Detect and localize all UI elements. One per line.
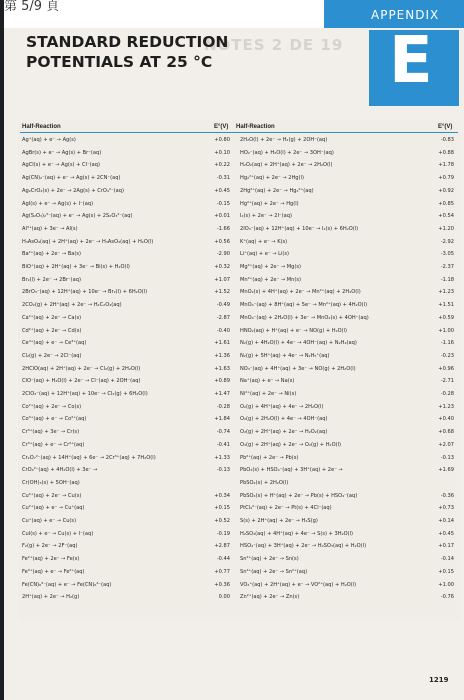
table-row-reaction: 2HClO(aq) + 2H⁺(aq) + 2e⁻ → Cl₂(g) + 2H₂O(l) — [22, 365, 141, 372]
table-row-potential: +0.10 — [214, 149, 230, 156]
table-row-reaction: BiO⁺(aq) + 2H⁺(aq) + 3e⁻ → Bi(s) + H₂O(l) — [22, 264, 130, 270]
table-row-potential: +0.54 — [438, 213, 454, 220]
table-row-reaction: Mn²⁺(aq) + 2e⁻ → Mn(s) — [240, 276, 302, 283]
table-row-reaction: PbO₂(s) + HSO₄⁻(aq) + 3H⁺(aq) + 2e⁻ → — [240, 467, 343, 474]
table-row-potential: +1.63 — [214, 365, 230, 372]
table-row-reaction: Fe(CN)₆³⁻(aq) + e⁻ → Fe(CN)₆⁴⁻(aq) — [22, 581, 112, 588]
table-row-potential: +0.32 — [214, 264, 230, 270]
table-row-potential: -0.49 — [216, 302, 230, 309]
col-header-half-reaction-left: Half-Reaction — [22, 124, 61, 130]
table-row-potential: +1.36 — [214, 352, 230, 359]
table-row-potential: +0.59 — [438, 314, 454, 321]
table-row-potential: -2.87 — [216, 314, 230, 321]
table-row-reaction: O₂(g) + 2H₂O(l) + 4e⁻ → 4OH⁻(aq) — [240, 416, 328, 423]
table-row-potential: +0.73 — [438, 505, 454, 512]
table-row-reaction: Hg²⁺(aq) + 2e⁻ → Hg(l) — [240, 200, 299, 207]
table-row-reaction: Hg₂²⁺(aq) + 2e⁻ → 2Hg(l) — [240, 175, 304, 182]
table-row-reaction: O₂(g) + 2H⁺(aq) + 2e⁻ → H₂O₂(aq) — [240, 429, 328, 436]
table-row-potential: +0.92 — [438, 187, 454, 194]
table-row-reaction: CrO₄²⁻(aq) + 4H₂O(l) + 3e⁻ → — [22, 467, 98, 474]
table-row-reaction: Ag(CN)₂⁻(aq) + e⁻ → Ag(s) + 2CN⁻(aq) — [22, 175, 121, 182]
table-row-reaction: H₃AsO₄(aq) + 2H⁺(aq) + 2e⁻ → H₃AsO₃(aq) + H₂O(l) — [22, 238, 154, 245]
table-row-potential: +1.20 — [438, 225, 454, 232]
table-row-reaction: CuI(s) + e⁻ → Cu(s) + I⁻(aq) — [22, 530, 94, 537]
table-row-potential: +0.40 — [438, 416, 454, 423]
table-row-reaction: Co³⁺(aq) + e⁻ → Co²⁺(aq) — [22, 416, 87, 423]
table-row-reaction: Cd²⁺(aq) + 2e⁻ → Cd(s) — [22, 327, 82, 334]
table-row-reaction: Ni²⁺(aq) + 2e⁻ → Ni(s) — [240, 391, 297, 397]
table-row-reaction: Cl₂(g) + 2e⁻ → 2Cl⁻(aq) — [22, 352, 82, 359]
table-row-potential: +1.52 — [214, 289, 230, 296]
table-row-potential: +0.15 — [214, 505, 230, 512]
table-row-potential: -0.23 — [440, 352, 454, 359]
table-row-reaction: Ce⁴⁺(aq) + e⁻ → Ce³⁺(aq) — [22, 340, 87, 347]
appendix-label: APPENDIX — [371, 8, 440, 22]
table-row-reaction: 2CO₂(g) + 2H⁺(aq) + 2e⁻ → H₂C₂O₄(aq) — [22, 302, 122, 309]
table-row-potential — [436, 478, 454, 488]
reduction-potentials-table — [18, 120, 460, 620]
table-row-potential: -2.90 — [216, 251, 230, 258]
table-row-reaction: Br₂(l) + 2e⁻ → 2Br⁻(aq) — [22, 276, 81, 283]
header-rule — [20, 132, 458, 133]
table-row-reaction: VO₂⁺(aq) + 2H⁺(aq) + e⁻ → VO²⁺(aq) + H₂O(l) — [240, 581, 357, 588]
page-title — [26, 32, 316, 72]
table-row-potential: +1.00 — [438, 581, 454, 588]
page-footer-number: 1219 — [429, 676, 449, 684]
table-row-reaction: Ag₂CrO₄(s) + 2e⁻ → 2Ag(s) + CrO₄²⁻(aq) — [22, 187, 125, 194]
col-header-potential-right: E°(V) — [438, 124, 453, 130]
table-row-potential: -0.28 — [216, 403, 230, 410]
table-row-potential: -2.71 — [440, 378, 454, 385]
table-row-reaction: Mg²⁺(aq) + 2e⁻ → Mg(s) — [240, 264, 302, 270]
table-row-potential: 0.00 — [218, 594, 230, 601]
table-row-reaction: HSO₄⁻(aq) + 3H⁺(aq) + 2e⁻ → H₂SO₃(aq) + H₂O(l) — [240, 543, 367, 550]
table-row-potential: +2.87 — [214, 543, 230, 550]
table-row-reaction: Fe³⁺(aq) + e⁻ → Fe²⁺(aq) — [22, 568, 85, 575]
table-row-reaction: Sn²⁺(aq) + 2e⁻ → Sn(s) — [240, 556, 299, 563]
table-row-potential: +0.88 — [438, 149, 454, 156]
table-row-reaction: Ag(S₂O₃)₂³⁻(aq) + e⁻ → Ag(s) + 2S₂O₃²⁻(aq) — [22, 213, 133, 220]
table-row-potential: -0.15 — [216, 200, 230, 207]
table-row-potential: -0.44 — [216, 556, 230, 563]
table-row-potential: -0.83 — [440, 137, 454, 143]
table-row-reaction: AgCl(s) + e⁻ → Ag(s) + Cl⁻(aq) — [22, 162, 100, 169]
table-row-potential: +0.34 — [214, 492, 230, 499]
table-row-potential: -0.76 — [440, 594, 454, 601]
table-row-potential — [212, 478, 230, 488]
table-row-potential: +1.23 — [438, 403, 454, 410]
table-row-reaction: Fe²⁺(aq) + 2e⁻ → Fe(s) — [22, 556, 80, 563]
table-row-potential: -0.13 — [440, 454, 454, 461]
table-row-reaction: Cr₂O₇²⁻(aq) + 14H⁺(aq) + 6e⁻ → 2Cr³⁺(aq) + 7H₂O(l) — [22, 454, 156, 461]
table-row-potential: -0.40 — [216, 327, 230, 334]
table-row-reaction: 2ClO₃⁻(aq) + 12H⁺(aq) + 10e⁻ → Cl₂(g) + 6H₂O(l) — [22, 391, 148, 397]
table-row-potential: +0.77 — [214, 568, 230, 575]
table-row-potential: +0.80 — [214, 137, 230, 143]
table-row-potential: -3.05 — [440, 251, 454, 258]
table-row-reaction: Cr³⁺(aq) + e⁻ → Cr²⁺(aq) — [22, 441, 85, 448]
table-row-reaction: O₃(g) + 2H⁺(aq) + 2e⁻ → O₂(g) + H₂O(l) — [240, 441, 341, 448]
table-row-reaction: HO₂⁻(aq) + H₂O(l) + 2e⁻ → 3OH⁻(aq) — [240, 149, 334, 156]
title-line-2: POTENTIALS AT 25 °C — [26, 53, 213, 71]
table-row-potential: +1.69 — [438, 467, 454, 474]
table-row-reaction: HNO₂(aq) + H⁺(aq) + e⁻ → NO(g) + H₂O(l) — [240, 327, 348, 334]
table-row-potential: +1.33 — [214, 454, 230, 461]
table-row-potential: -0.36 — [440, 492, 454, 499]
table-row-reaction: Cu⁺(aq) + e⁻ → Cu(s) — [22, 518, 77, 524]
table-row-reaction: H₂SO₃(aq) + 4H⁺(aq) + 4e⁻ → S(s) + 3H₂O(l) — [240, 530, 354, 537]
table-row-potential: +0.85 — [438, 200, 454, 207]
table-row-reaction: Zn²⁺(aq) + 2e⁻ → Zn(s) — [240, 594, 300, 601]
table-row-potential: -0.14 — [440, 556, 454, 563]
table-row-reaction: MnO₄⁻(aq) + 2H₂O(l) + 3e⁻ → MnO₂(s) + 4OH⁻(aq) — [240, 314, 369, 321]
table-row-reaction: Cr(OH)₃(s) + 5OH⁻(aq) — [22, 479, 80, 486]
table-row-reaction: Na⁺(aq) + e⁻ → Na(s) — [240, 378, 295, 385]
table-row-potential: +0.79 — [438, 175, 454, 182]
table-row-reaction: Al³⁺(aq) + 3e⁻ → Al(s) — [22, 225, 78, 232]
textbook-page — [4, 0, 464, 700]
table-row-reaction: PtCl₄²⁻(aq) + 2e⁻ → Pt(s) + 4Cl⁻(aq) — [240, 505, 332, 512]
table-row-potential: +1.51 — [438, 302, 454, 309]
table-row-reaction: N₂(g) + 5H⁺(aq) + 4e⁻ → N₂H₅⁺(aq) — [240, 352, 330, 359]
table-row-reaction: 2Hg²⁺(aq) + 2e⁻ → Hg₂²⁺(aq) — [240, 187, 314, 194]
col-header-half-reaction-right: Half-Reaction — [236, 124, 275, 130]
table-row-reaction: AgBr(s) + e⁻ → Ag(s) + Br⁻(aq) — [22, 149, 102, 156]
table-row-reaction: ClO⁻(aq) + H₂O(l) + 2e⁻ → Cl⁻(aq) + 2OH⁻(aq) — [22, 378, 141, 385]
table-row-reaction: N₂(g) + 4H₂O(l) + 4e⁻ → 4OH⁻(aq) + N₂H₄(aq) — [240, 340, 357, 347]
table-row-reaction: H₂O₂(aq) + 2H⁺(aq) + 2e⁻ → 2H₂O(l) — [240, 162, 333, 169]
table-row-potential: -0.41 — [216, 441, 230, 448]
table-row-potential: +1.47 — [214, 391, 230, 397]
table-row-potential: -1.16 — [440, 340, 454, 347]
table-row-potential: -0.74 — [216, 429, 230, 436]
table-row-potential: +0.56 — [214, 238, 230, 245]
table-row-potential: +1.78 — [438, 162, 454, 169]
table-row-potential: +0.52 — [214, 518, 230, 524]
table-row-potential: +0.15 — [438, 568, 454, 575]
table-row-potential: -0.31 — [216, 175, 230, 182]
table-row-potential: -2.37 — [440, 264, 454, 270]
table-row-reaction: AgI(s) + e⁻ → Ag(s) + I⁻(aq) — [22, 200, 94, 207]
table-row-potential: +0.45 — [214, 187, 230, 194]
table-row-potential: +0.89 — [214, 378, 230, 385]
table-row-potential: +0.96 — [438, 365, 454, 372]
table-row-potential: +1.07 — [214, 276, 230, 283]
table-row-reaction: Ca²⁺(aq) + 2e⁻ → Ca(s) — [22, 314, 82, 321]
table-row-reaction: 2H₂O(l) + 2e⁻ → H₂(g) + 2OH⁻(aq) — [240, 137, 328, 143]
table-row-potential: +0.14 — [438, 518, 454, 524]
col-header-potential-left: E°(V) — [214, 124, 229, 130]
table-row-reaction: Cu²⁺(aq) + 2e⁻ → Cu(s) — [22, 492, 82, 499]
table-row-potential: -0.28 — [440, 391, 454, 397]
table-row-potential: -0.13 — [216, 467, 230, 474]
table-row-reaction: Sn⁴⁺(aq) + 2e⁻ → Sn²⁺(aq) — [240, 568, 308, 575]
table-row-potential: -1.66 — [216, 225, 230, 232]
table-row-potential: +1.00 — [438, 327, 454, 334]
table-row-reaction: Ba²⁺(aq) + 2e⁻ → Ba(s) — [22, 251, 81, 258]
title-line-1: STANDARD REDUCTION — [26, 33, 229, 51]
table-row-reaction: F₂(g) + 2e⁻ → 2F⁻(aq) — [22, 543, 78, 550]
table-row-reaction: Cr³⁺(aq) + 3e⁻ → Cr(s) — [22, 429, 80, 436]
table-row-reaction: 2IO₃⁻(aq) + 12H⁺(aq) + 10e⁻ → I₂(s) + 6H₂O(l) — [240, 225, 359, 232]
table-row-potential: -0.19 — [216, 530, 230, 537]
table-row-reaction: K⁺(aq) + e⁻ → K(s) — [240, 238, 288, 245]
table-row-reaction: MnO₂(s) + 4H⁺(aq) + 2e⁻ → Mn²⁺(aq) + 2H₂O(l) — [240, 289, 361, 296]
table-row-potential: +0.45 — [438, 530, 454, 537]
table-row-reaction: Cu²⁺(aq) + e⁻ → Cu⁺(aq) — [22, 505, 85, 512]
table-row-potential: +0.68 — [438, 429, 454, 436]
table-row-reaction: PbSO₄(s) + 2H₂O(l) — [240, 479, 289, 486]
appendix-letter: E — [389, 24, 433, 98]
table-row-potential: +0.22 — [214, 162, 230, 169]
table-row-potential: +0.17 — [438, 543, 454, 550]
table-row-reaction: I₂(s) + 2e⁻ → 2I⁻(aq) — [240, 213, 293, 220]
table-row-reaction: S(s) + 2H⁺(aq) + 2e⁻ → H₂S(g) — [240, 518, 318, 524]
table-row-potential: +1.84 — [214, 416, 230, 423]
table-row-reaction: PbSO₄(s) + H⁺(aq) + 2e⁻ → Pb(s) + HSO₄⁻(aq) — [240, 492, 358, 499]
page-number: 第 5/9 頁 — [4, 0, 60, 14]
table-row-reaction: NO₃⁻(aq) + 4H⁺(aq) + 3e⁻ → NO(g) + 2H₂O(l) — [240, 365, 356, 372]
table-row-reaction: Li⁺(aq) + e⁻ → Li(s) — [240, 251, 289, 258]
table-row-reaction: MnO₄⁻(aq) + 8H⁺(aq) + 5e⁻ → Mn²⁺(aq) + 4H₂O(l) — [240, 302, 368, 309]
table-row-reaction: Pb²⁺(aq) + 2e⁻ → Pb(s) — [240, 454, 299, 461]
table-row-potential: +2.07 — [438, 441, 454, 448]
table-row-reaction: 2BrO₃⁻(aq) + 12H⁺(aq) + 10e⁻ → Br₂(l) + 6H₂O(l) — [22, 289, 148, 296]
table-row-potential: +0.01 — [214, 213, 230, 220]
table-row-reaction: Ag⁺(aq) + e⁻ → Ag(s) — [22, 137, 76, 143]
table-row-potential: -2.92 — [440, 238, 454, 245]
table-row-potential: -1.18 — [440, 276, 454, 283]
table-row-potential: +0.36 — [214, 581, 230, 588]
table-row-reaction: 2H⁺(aq) + 2e⁻ → H₂(g) — [22, 594, 80, 601]
table-row-reaction: O₂(g) + 4H⁺(aq) + 4e⁻ → 2H₂O(l) — [240, 403, 324, 410]
table-row-potential: +1.23 — [438, 289, 454, 296]
table-row-reaction: Co²⁺(aq) + 2e⁻ → Co(s) — [22, 403, 82, 410]
table-row-potential: +1.61 — [214, 340, 230, 347]
watermark-text: NOTES 2 DE 19 — [204, 36, 344, 54]
